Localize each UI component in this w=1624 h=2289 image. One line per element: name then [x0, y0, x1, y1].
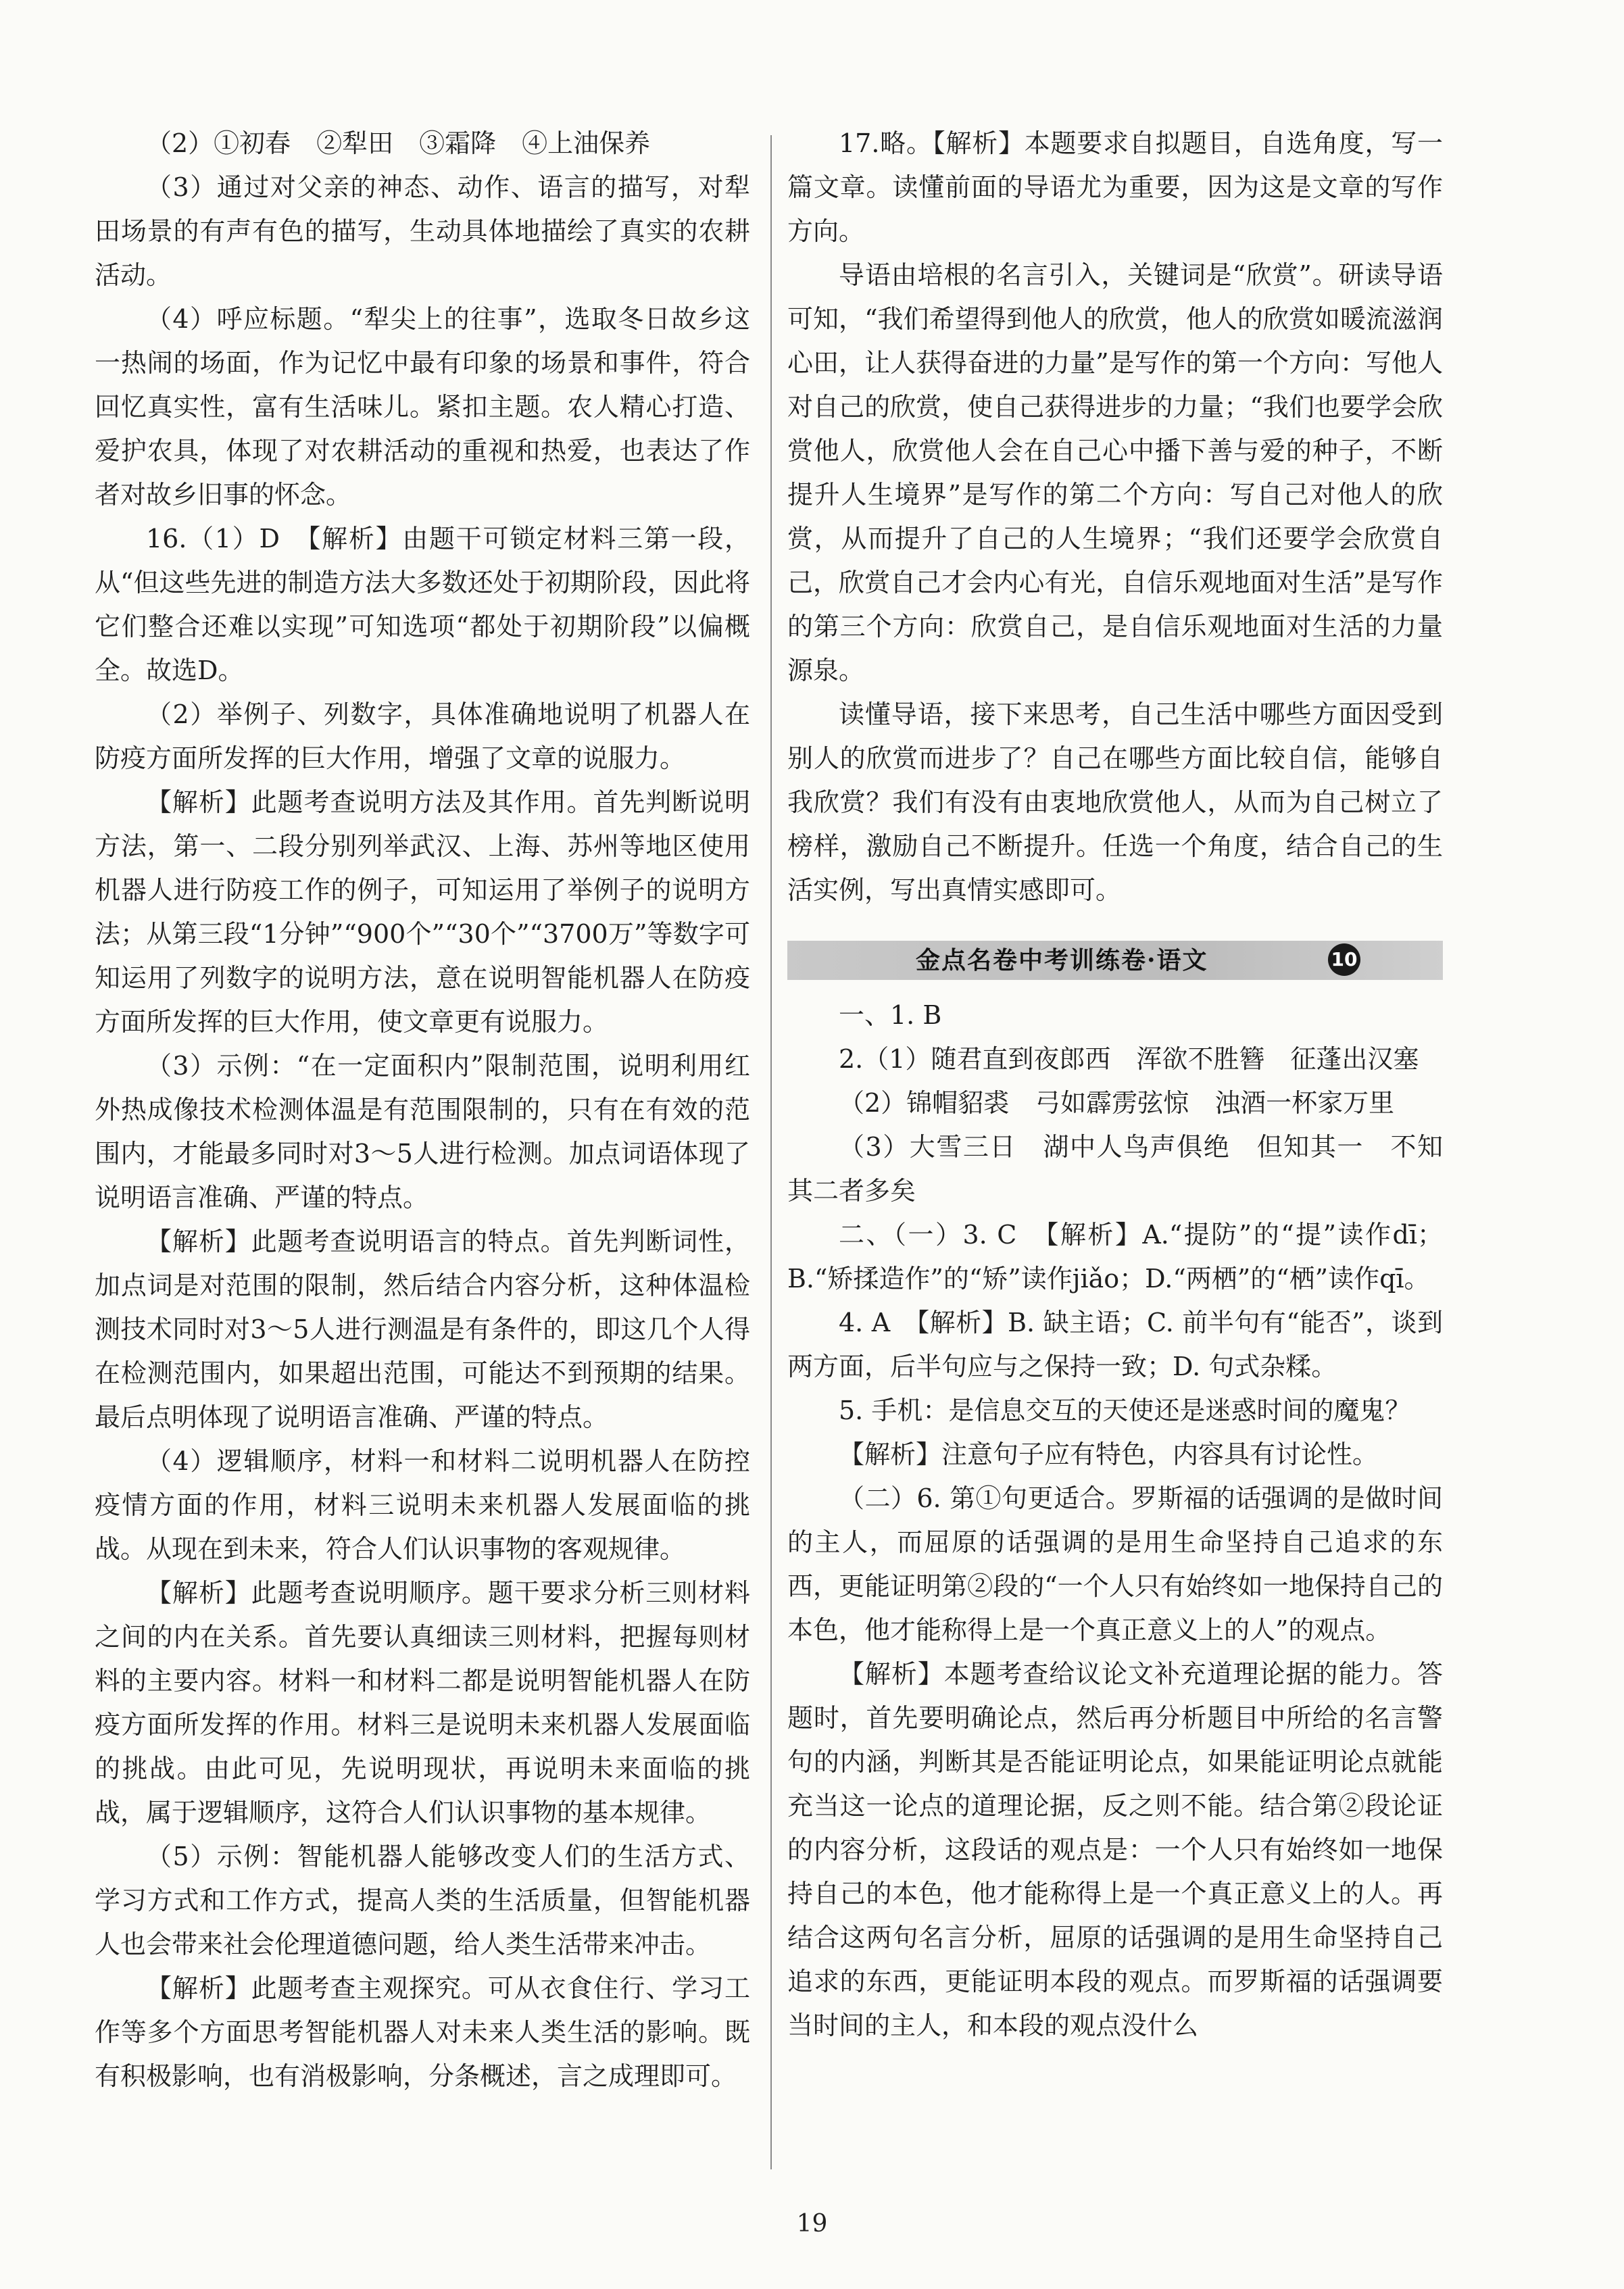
paragraph: 二、（一）3. C 【解析】A.“提防”的“提”读作dī；B.“矫揉造作”的“矫”读作jiǎo；D.“两栖”的“栖”读作qī。	[787, 1220, 1443, 1294]
paragraph: （2）锦帽貂裘 弓如霹雳弦惊 浊酒一杯家万里	[839, 1088, 1395, 1118]
right-column-test-answers	[787, 993, 1443, 2048]
banner-title: 金点名卷中考训练卷·语文	[916, 946, 1208, 975]
paragraph: （3）通过对父亲的神态、动作、语言的描写，对犁田场景的有声有色的描写，生动具体地描绘了真实的农耕活动。	[95, 172, 750, 290]
paragraph: （2）举例子、列数字，具体准确地说明了机器人在防疫方面所发挥的巨大作用，增强了文章的说服力。	[95, 699, 750, 773]
paragraph: 【解析】注意句子应有特色，内容具有讨论性。	[839, 1439, 1379, 1469]
paragraph: 【解析】本题考查给议论文补充道理论据的能力。答题时，首先要明确论点，然后再分析题目中所给的名言警句的内涵，判断其是否能证明论点，如果能证明论点就能充当这一论点的道理论据，反之则不能。结合第②段论证的内容分析，这段话的观点是：一个人只有始终如一地保持自己的本色，他才能称得上是一个真正意义上的人。再结合这两句名言分析，屈原的话强调的是用生命坚持自己追求的东西，更能证明本段的观点。而罗斯福的话强调要当时间的主人，和本段的观点没什么	[787, 1659, 1443, 2040]
column-divider	[770, 135, 772, 2169]
paragraph: （5）示例：智能机器人能够改变人们的生活方式、学习方式和工作方式，提高人类的生活质量，但智能机器人也会带来社会伦理道德问题，给人类生活带来冲击。	[95, 1842, 750, 1959]
paragraph: 2.（1）随君直到夜郎西 浑欲不胜簪 征蓬出汉塞	[839, 1044, 1419, 1074]
paragraph: （3）大雪三日 湖中人鸟声俱绝 但知其一 不知其二者多矣	[787, 1132, 1443, 1206]
paragraph: 【解析】此题考查说明方法及其作用。首先判断说明方法，第一、二段分别列举武汉、上海、苏州等地区使用机器人进行防疫工作的例子，可知运用了举例子的说明方法；从第三段“1分钟”“900个”“30个”“3700万”等数字可知运用了列数字的说明方法，意在说明智能机器人在防疫方面所发挥的巨大作用，使文章更有说服力。	[95, 787, 750, 1037]
page-number: 19	[796, 2210, 828, 2238]
paragraph: 17.略。【解析】本题要求自拟题目，自选角度，写一篇文章。读懂前面的导语尤为重要，因为这是文章的写作方向。	[787, 128, 1443, 246]
right-column	[787, 122, 1443, 2048]
paragraph: 一、1. B	[839, 1000, 942, 1030]
paragraph: 【解析】此题考查说明语言的特点。首先判断词性，加点词是对范围的限制，然后结合内容分析，这种体温检测技术同时对3～5人进行测温是有条件的，即这几个人得在检测范围内，如果超出范围，可能达不到预期的结果。最后点明体现了说明语言准确、严谨的特点。	[95, 1227, 750, 1432]
paragraph: 4. A 【解析】B. 缺主语；C. 前半句有“能否”，谈到两方面，后半句应与之保持一致；D. 句式杂糅。	[787, 1308, 1443, 1381]
paragraph: （4）呼应标题。“犁尖上的往事”，选取冬日故乡这一热闹的场面，作为记忆中最有印象的场景和事件，符合回忆真实性，富有生活味儿。紧扣主题。农人精心打造、爱护农具，体现了对农耕活动的重视和热爱，也表达了作者对故乡旧事的怀念。	[95, 304, 750, 510]
paragraph: 【解析】此题考查主观探究。可从衣食住行、学习工作等多个方面思考智能机器人对未来人类生活的影响。既有积极影响，也有消极影响，分条概述，言之成理即可。	[95, 1973, 750, 2091]
right-column-answers	[787, 122, 1443, 912]
section-banner	[787, 941, 1443, 980]
paragraph: 导语由培根的名言引入，关键词是“欣赏”。研读导语可知，“我们希望得到他人的欣赏，他人的欣赏如暖流滋润心田，让人获得奋进的力量”是写作的第一个方向：写他人对自己的欣赏，使自己获得进步的力量；“我们也要学会欣赏他人，欣赏他人会在自己心中播下善与爱的种子，不断提升人生境界”是写作的第二个方向：写自己对他人的欣赏，从而提升了自己的人生境界；“我们还要学会欣赏自己，欣赏自己才会内心有光，自信乐观地面对生活”是写作的第三个方向：欣赏自己，是自信乐观地面对生活的力量源泉。	[787, 260, 1443, 685]
left-column	[95, 122, 750, 2098]
paragraph: （二）6. 第①句更适合。罗斯福的话强调的是做时间的主人，而屈原的话强调的是用生命坚持自己追求的东西，更能证明第②段的“一个人只有始终如一地保持自己的本色，他才能称得上是一个真正意义上的人”的观点。	[787, 1483, 1443, 1645]
paragraph: （3）示例：“在一定面积内”限制范围，说明利用红外热成像技术检测体温是有范围限制的，只有在有效的范围内，才能最多同时对3～5人进行检测。加点词语体现了说明语言准确、严谨的特点。	[95, 1051, 750, 1212]
paragraph: 5. 手机：是信息交互的天使还是迷惑时间的魔鬼？	[839, 1396, 1411, 1425]
paragraph: （4）逻辑顺序，材料一和材料二说明机器人在防控疫情方面的作用，材料三说明未来机器人发展面临的挑战。从现在到未来，符合人们认识事物的客观规律。	[95, 1446, 750, 1564]
paragraph: 16.（1）D 【解析】由题干可锁定材料三第一段，从“但这些先进的制造方法大多数还处于初期阶段，因此将它们整合还难以实现”可知选项“都处于初期阶段”以偏概全。故选D。	[95, 524, 750, 685]
banner-number-badge: 10	[1328, 943, 1360, 976]
paragraph: 【解析】此题考查说明顺序。题干要求分析三则材料之间的内在关系。首先要认真细读三则材料，把握每则材料的主要内容。材料一和材料二都是说明智能机器人在防疫方面所发挥的作用。材料三是说明未来机器人发展面临的挑战。由此可见，先说明现状，再说明未来面临的挑战，属于逻辑顺序，这符合人们认识事物的基本规律。	[95, 1578, 750, 1827]
paragraph: （2）①初春 ②犁田 ③霜降 ④上油保养	[146, 128, 651, 158]
paragraph: 读懂导语，接下来思考，自己生活中哪些方面因受到别人的欣赏而进步了？自己在哪些方面比较自信，能够自我欣赏？我们有没有由衷地欣赏他人，从而为自己树立了榜样，激励自己不断提升。任选一个角度，结合自己的生活实例，写出真情实感即可。	[787, 699, 1443, 905]
